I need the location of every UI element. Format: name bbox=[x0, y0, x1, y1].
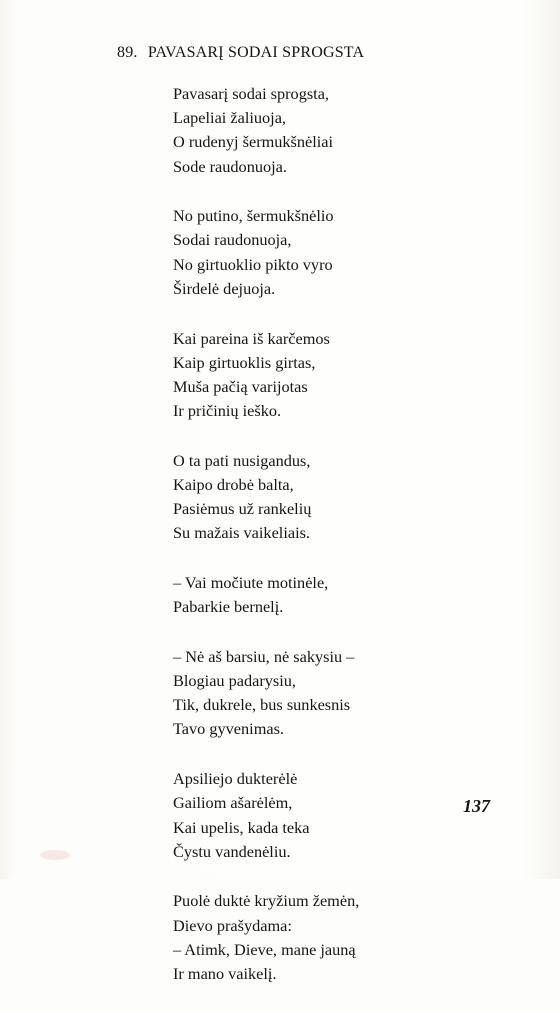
poem-line: Pabarkie bernelį. bbox=[173, 597, 284, 617]
poem-line: – Vai močiute motinėle, bbox=[173, 573, 329, 592]
poem-line: Apsiliejo dukterėlė bbox=[173, 769, 298, 789]
poem-line: Sodai raudonuoja, bbox=[173, 230, 292, 250]
poem-line: Lapeliai žaliuoja, bbox=[173, 108, 287, 128]
poem-line: Tik, dukrele, bus sunkesnis bbox=[173, 695, 351, 715]
poem-line: Širdelė dejuoja. bbox=[173, 278, 276, 298]
poem-line: O rudenyj šermukšnėliai bbox=[173, 132, 334, 152]
poem-line: No putino, šermukšnėlio bbox=[173, 206, 334, 226]
poem-line: Ir pričinių ieško. bbox=[173, 401, 282, 421]
poem-line: Tavo gyvenimas. bbox=[173, 719, 284, 739]
poem-number: 89. bbox=[117, 44, 138, 61]
poem-line: Ir mano vaikelį. bbox=[173, 963, 277, 983]
poem-line: Gailiom ašarėlėm, bbox=[173, 793, 293, 813]
poem-line: Kai upelis, kada teka bbox=[173, 817, 310, 837]
stanza bbox=[173, 645, 503, 742]
poem-title bbox=[117, 44, 364, 62]
stanza bbox=[173, 889, 503, 986]
poem-line: Muša pačią varijotas bbox=[173, 376, 308, 396]
poem-line: – Atimk, Dieve, mane jauną bbox=[173, 939, 356, 959]
poem-body bbox=[173, 82, 503, 1012]
stanza bbox=[173, 327, 503, 424]
poem-line: Čystu vandenėliu. bbox=[173, 841, 291, 861]
poem-line: – Nė aš barsiu, nė sakysiu – bbox=[173, 646, 355, 666]
poem-line: Puolė duktė kryžium žemėn, bbox=[173, 891, 360, 911]
poem-line: Pasiėmus už rankelių bbox=[173, 499, 312, 519]
poem-line: Blogiau padarysiu, bbox=[173, 671, 296, 691]
poem-line: Su mažais vaikeliais. bbox=[173, 523, 310, 543]
stanza bbox=[173, 571, 503, 619]
poem-line: No girtuoklio pikto vyro bbox=[173, 254, 333, 274]
poem-line: Kaipo drobė balta, bbox=[173, 474, 294, 494]
poem-line: O ta pati nusigandus, bbox=[173, 450, 311, 470]
poem-line: Sode raudonuoja. bbox=[173, 156, 287, 176]
stanza bbox=[173, 204, 503, 301]
poem-line: Kaip girtuoklis girtas, bbox=[173, 352, 316, 372]
page-number: 137 bbox=[463, 796, 490, 816]
poem-line: Kai pareina iš karčemos bbox=[173, 328, 330, 348]
stanza bbox=[173, 82, 503, 179]
page-smudge bbox=[40, 850, 70, 860]
poem-line: Pavasarį sodai sprogsta, bbox=[173, 84, 329, 103]
stanza bbox=[173, 449, 503, 546]
poem-title-text: PAVASARĮ SODAI SPROGSTA bbox=[147, 44, 365, 61]
stanza bbox=[173, 767, 503, 864]
poem-line: Dievo prašydama: bbox=[173, 915, 292, 935]
